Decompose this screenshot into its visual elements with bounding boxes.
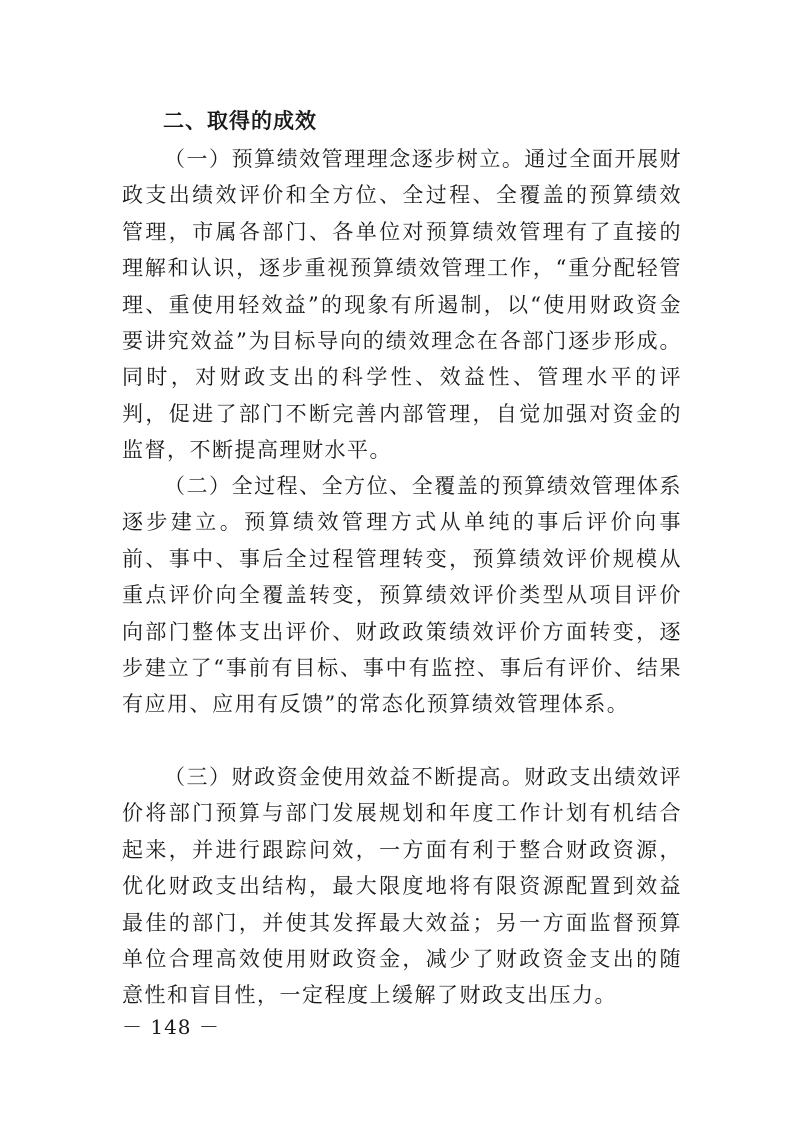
paragraph-1	[122, 141, 682, 469]
paragraph-1-lead: （一）预算绩效管理理念逐步树立。	[164, 147, 525, 171]
page-number: － 148 －	[122, 1015, 220, 1039]
paragraph-3-lead: （三）财政资金使用效益不断提高。	[164, 765, 525, 789]
paragraph-2-body: 预算绩效管理方式从单纯的事后评价向事前、事中、事后全过程管理转变，预算绩效评价规模从重点评价向全覆盖转变，预算绩效评价类型从项目评价向部门整体支出评价、财政政策绩效评价方面转变，逐步建立了“事前有目标、事中有监控、事后有评价、结果有应用、应用有反馈”的常态化预算绩效管理体系。	[122, 510, 683, 717]
paragraph-1-body: 通过全面开展财政支出绩效评价和全方位、全过程、全覆盖的预算绩效管理，市属各部门、各单位对预算绩效管理有了直接的理解和认识，逐步重视预算绩效管理工作，“重分配轻管理、重使用轻效益”的现象有所遏制，以“使用财政资金要讲究效益”为目标导向的绩效理念在各部门逐步形成。同时，对财政支出的科学性、效益性、管理水平的评判，促进了部门不断完善内部管理，自觉加强对资金的监督，不断提高理财水平。	[122, 147, 683, 463]
paragraph-3	[122, 759, 682, 1014]
paragraph-3-body: 财政支出绩效评价将部门预算与部门发展规划和年度工作计划有机结合起来，并进行跟踪问效，一方面有利于整合财政资源，优化财政支出结构，最大限度地将有限资源配置到效益最佳的部门，并使其发挥最大效益；另一方面监督预算单位合理高效使用财政资金，减少了财政资金支出的随意性和盲目性，一定程度上缓解了财政支出压力。	[122, 765, 683, 1008]
paragraph-2	[122, 468, 682, 723]
paragraph-2-lead: （二）全过程、全方位、全覆盖的预算绩效管理体系逐步建立。	[122, 474, 682, 535]
section-heading: 二、取得的成效	[163, 109, 317, 133]
